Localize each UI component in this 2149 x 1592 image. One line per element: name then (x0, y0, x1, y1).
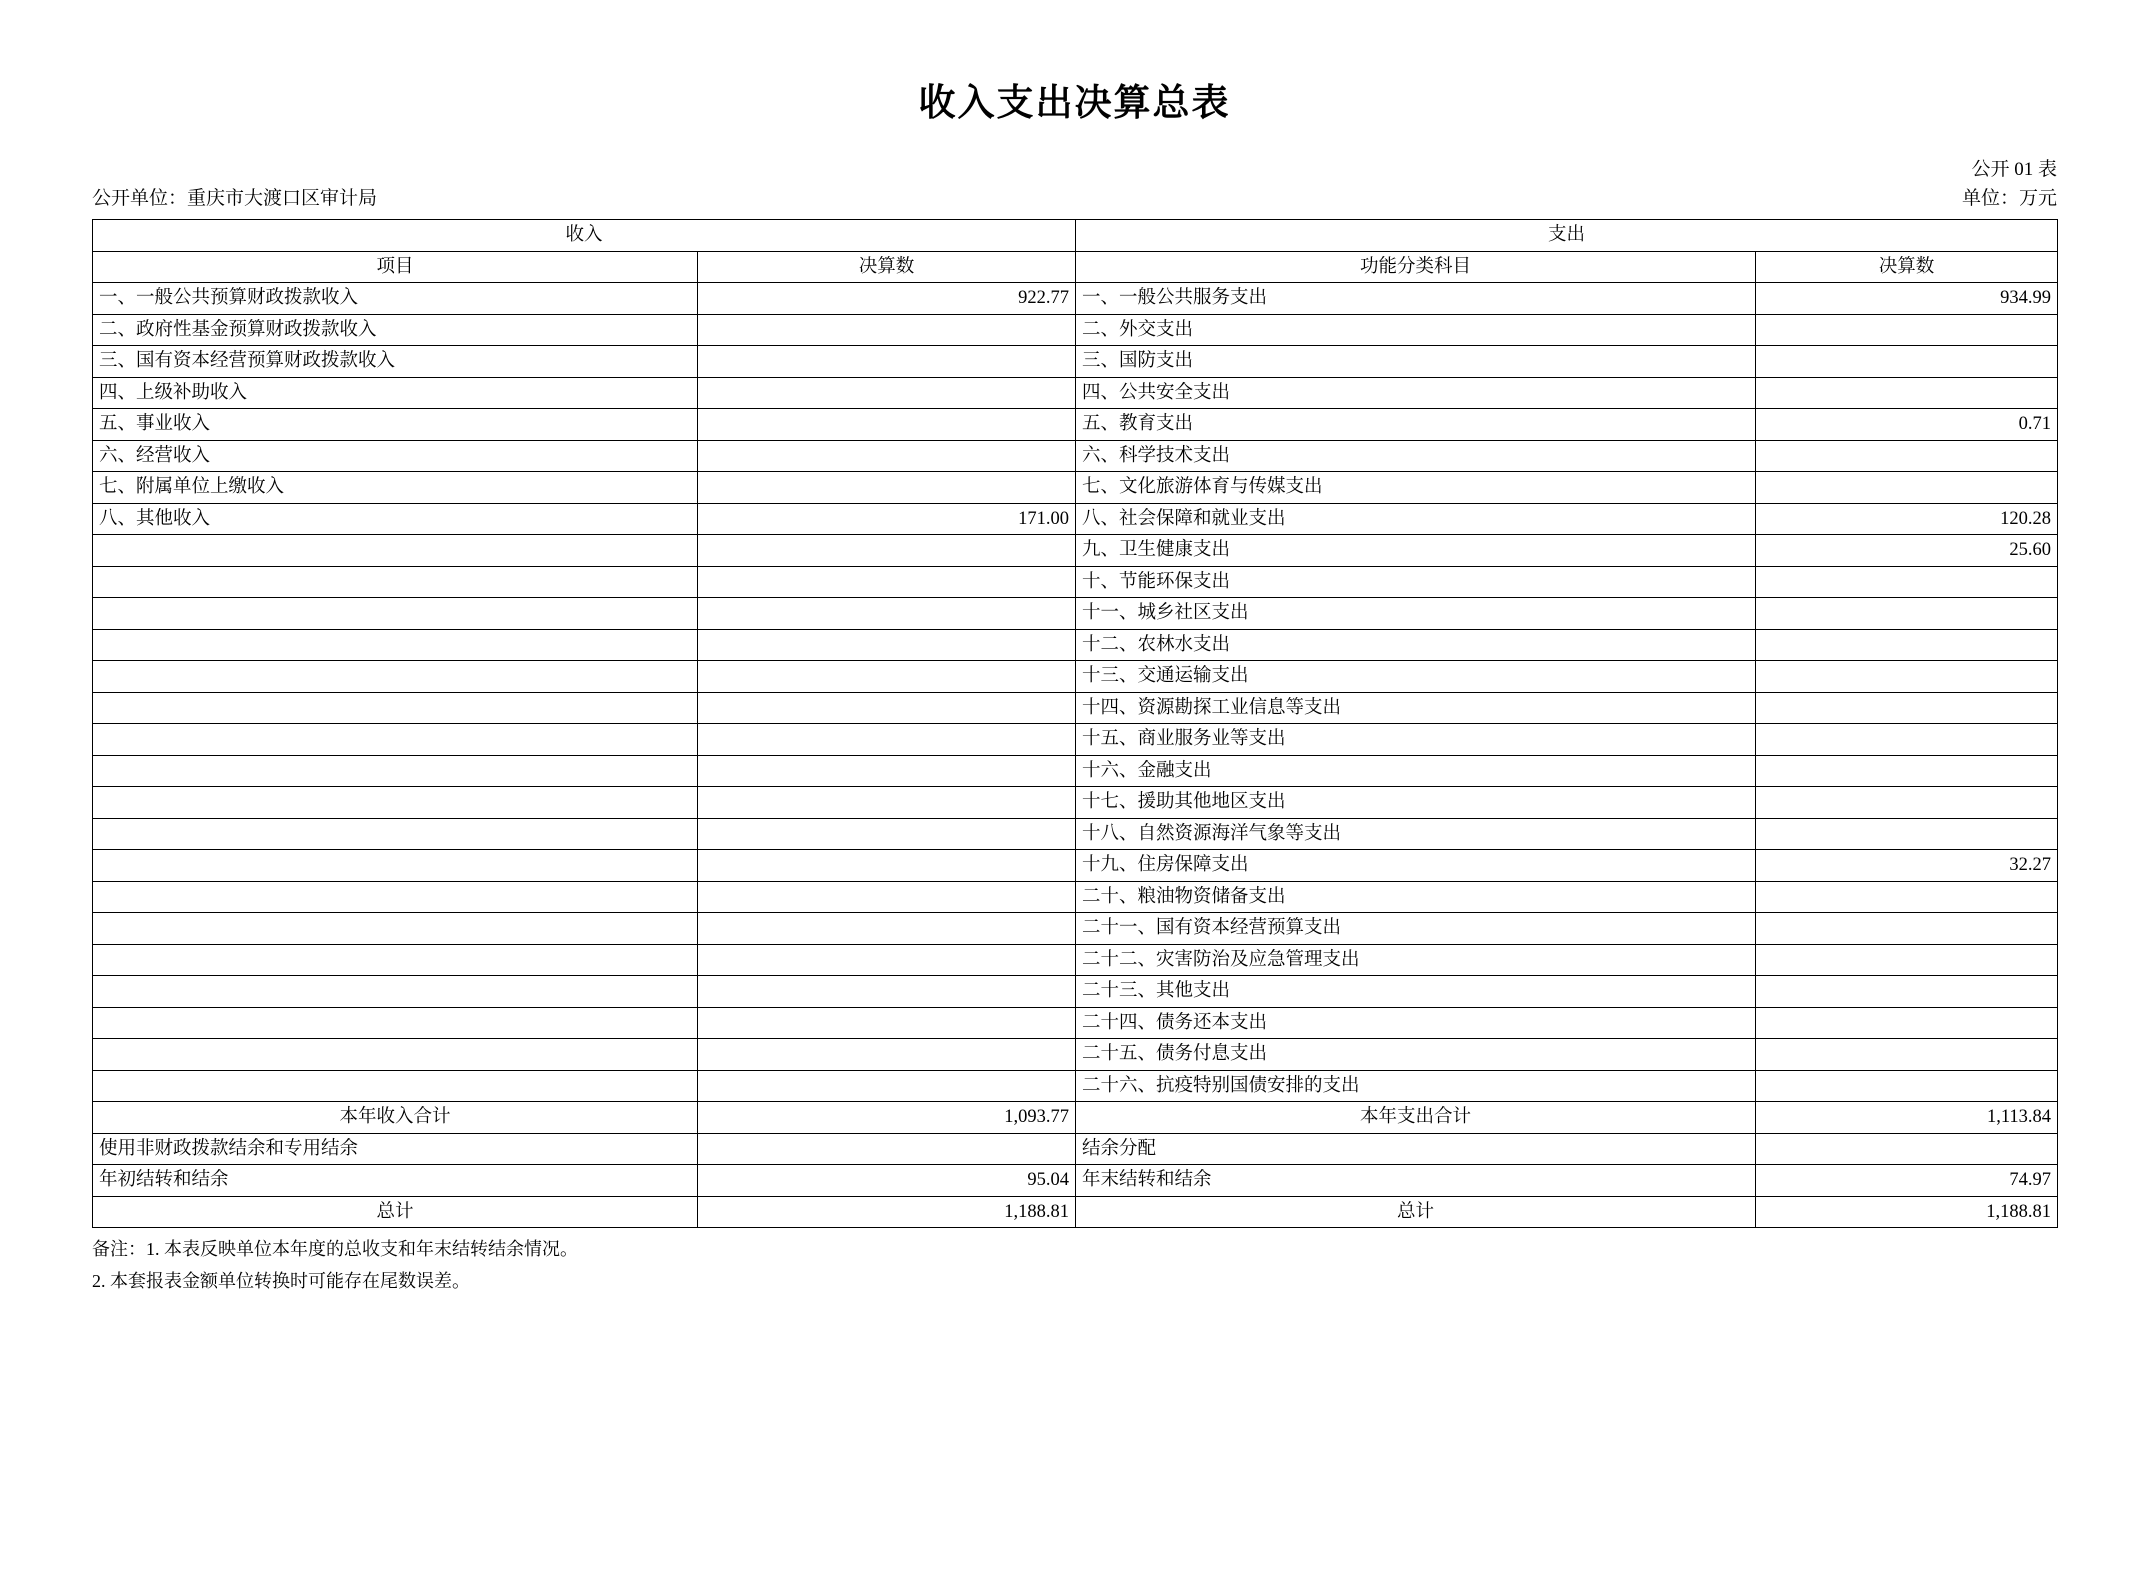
table-row (93, 913, 2058, 945)
cell-income-amount (698, 440, 1076, 472)
cell-income-amount (698, 629, 1076, 661)
cell-expense-item: 二、外交支出 (1076, 314, 1756, 346)
cell-expense-item: 一、一般公共服务支出 (1076, 283, 1756, 315)
column-header-income-amount: 决算数 (698, 251, 1076, 283)
cell-income-amount (698, 724, 1076, 756)
cell-expense-amount (1756, 598, 2058, 630)
cell-income-item (93, 566, 698, 598)
meta-right (1962, 156, 2057, 213)
cell-expense-amount (1756, 440, 2058, 472)
note-line-1: 备注：1. 本表反映单位本年度的总收支和年末结转结余情况。 (92, 1239, 578, 1259)
document-page (0, 72, 2149, 1592)
cell-income-amount (698, 377, 1076, 409)
cell-expense-amount (1756, 724, 2058, 756)
cell-income-amount: 922.77 (698, 283, 1076, 315)
cell-income-item (93, 629, 698, 661)
cell-income-item (93, 881, 698, 913)
begin-carryover-value: 95.04 (698, 1165, 1076, 1197)
end-carryover-label: 年末结转和结余 (1076, 1165, 1756, 1197)
cell-expense-amount (1756, 913, 2058, 945)
cell-expense-amount (1756, 818, 2058, 850)
surplus-allocation-value (1756, 1133, 2058, 1165)
row-grand-total (93, 1196, 2058, 1228)
cell-expense-item: 十一、城乡社区支出 (1076, 598, 1756, 630)
cell-expense-amount: 32.27 (1756, 850, 2058, 882)
table-group-header-row (93, 220, 2058, 252)
form-number: 公开 01 表 (1971, 159, 2057, 180)
table-row (93, 692, 2058, 724)
cell-income-item: 三、国有资本经营预算财政拨款收入 (93, 346, 698, 378)
cell-expense-item: 七、文化旅游体育与传媒支出 (1076, 472, 1756, 504)
cell-income-item (93, 1007, 698, 1039)
cell-income-item (93, 692, 698, 724)
table-row (93, 976, 2058, 1008)
cell-income-amount (698, 535, 1076, 567)
table-row (93, 1007, 2058, 1039)
row-year-total (93, 1102, 2058, 1134)
cell-expense-item: 二十三、其他支出 (1076, 976, 1756, 1008)
cell-expense-amount: 0.71 (1756, 409, 2058, 441)
document-meta (0, 156, 2149, 213)
cell-expense-item: 九、卫生健康支出 (1076, 535, 1756, 567)
cell-income-item (93, 976, 698, 1008)
cell-expense-item: 十九、住房保障支出 (1076, 850, 1756, 882)
cell-expense-amount (1756, 1007, 2058, 1039)
table-row (93, 1039, 2058, 1071)
cell-expense-item: 八、社会保障和就业支出 (1076, 503, 1756, 535)
end-carryover-value: 74.97 (1756, 1165, 2058, 1197)
column-header-expense-item: 功能分类科目 (1076, 251, 1756, 283)
cell-income-amount (698, 913, 1076, 945)
publisher-label: 公开单位：重庆市大渡口区审计局 (92, 187, 378, 209)
cell-expense-amount: 120.28 (1756, 503, 2058, 535)
nonfiscal-value (698, 1133, 1076, 1165)
cell-income-item: 二、政府性基金预算财政拨款收入 (93, 314, 698, 346)
cell-income-amount: 171.00 (698, 503, 1076, 535)
table-row (93, 598, 2058, 630)
cell-income-amount (698, 566, 1076, 598)
cell-expense-amount (1756, 692, 2058, 724)
budget-table (92, 219, 2058, 1228)
cell-income-item (93, 661, 698, 693)
expense-total-value: 1,113.84 (1756, 1102, 2058, 1134)
meta-left (92, 185, 377, 214)
table-column-header-row (93, 251, 2058, 283)
table-row (93, 881, 2058, 913)
cell-expense-item: 十六、金融支出 (1076, 755, 1756, 787)
cell-income-item (93, 850, 698, 882)
cell-income-amount (698, 881, 1076, 913)
cell-income-amount (698, 976, 1076, 1008)
cell-expense-item: 二十四、债务还本支出 (1076, 1007, 1756, 1039)
table-row (93, 535, 2058, 567)
table-row (93, 944, 2058, 976)
table-row (93, 283, 2058, 315)
cell-income-amount (698, 314, 1076, 346)
cell-income-amount (698, 818, 1076, 850)
expense-total-label: 本年支出合计 (1076, 1102, 1756, 1134)
cell-income-amount (698, 692, 1076, 724)
cell-income-item (93, 818, 698, 850)
cell-expense-item: 二十、粮油物资储备支出 (1076, 881, 1756, 913)
cell-expense-item: 十七、援助其他地区支出 (1076, 787, 1756, 819)
cell-income-amount (698, 1070, 1076, 1102)
table-row (93, 346, 2058, 378)
table-row (93, 755, 2058, 787)
cell-expense-item: 十八、自然资源海洋气象等支出 (1076, 818, 1756, 850)
cell-expense-item: 十三、交通运输支出 (1076, 661, 1756, 693)
cell-income-item: 八、其他收入 (93, 503, 698, 535)
cell-expense-item: 十四、资源勘探工业信息等支出 (1076, 692, 1756, 724)
cell-income-amount (698, 598, 1076, 630)
row-nonfiscal-surplus (93, 1133, 2058, 1165)
cell-income-item (93, 755, 698, 787)
cell-expense-amount (1756, 944, 2058, 976)
cell-expense-amount: 934.99 (1756, 283, 2058, 315)
grand-total-value-left: 1,188.81 (698, 1196, 1076, 1228)
cell-expense-item: 二十一、国有资本经营预算支出 (1076, 913, 1756, 945)
cell-expense-item: 十五、商业服务业等支出 (1076, 724, 1756, 756)
cell-expense-amount (1756, 346, 2058, 378)
cell-expense-amount (1756, 314, 2058, 346)
cell-expense-amount (1756, 661, 2058, 693)
cell-expense-item: 十二、农林水支出 (1076, 629, 1756, 661)
cell-income-item (93, 598, 698, 630)
grand-total-label-left: 总计 (93, 1196, 698, 1228)
row-carryover (93, 1165, 2058, 1197)
cell-expense-amount (1756, 629, 2058, 661)
cell-expense-item: 十、节能环保支出 (1076, 566, 1756, 598)
cell-income-amount (698, 661, 1076, 693)
cell-expense-amount (1756, 976, 2058, 1008)
cell-expense-item: 二十六、抗疫特别国债安排的支出 (1076, 1070, 1756, 1102)
cell-income-item (93, 944, 698, 976)
cell-income-amount (698, 472, 1076, 504)
cell-expense-amount: 25.60 (1756, 535, 2058, 567)
table-row (93, 850, 2058, 882)
cell-expense-item: 二十二、灾害防治及应急管理支出 (1076, 944, 1756, 976)
table-row (93, 1070, 2058, 1102)
cell-expense-amount (1756, 472, 2058, 504)
cell-expense-item: 五、教育支出 (1076, 409, 1756, 441)
cell-expense-item: 六、科学技术支出 (1076, 440, 1756, 472)
cell-income-item (93, 724, 698, 756)
cell-expense-amount (1756, 787, 2058, 819)
cell-expense-item: 三、国防支出 (1076, 346, 1756, 378)
table-row (93, 377, 2058, 409)
income-total-label: 本年收入合计 (93, 1102, 698, 1134)
note-line-2: 2. 本套报表金额单位转换时可能存在尾数误差。 (92, 1270, 470, 1291)
table-row (93, 503, 2058, 535)
table-row (93, 472, 2058, 504)
cell-income-amount (698, 944, 1076, 976)
cell-income-item: 七、附属单位上缴收入 (93, 472, 698, 504)
cell-income-item (93, 1039, 698, 1071)
cell-expense-amount (1756, 1039, 2058, 1071)
cell-expense-amount (1756, 377, 2058, 409)
table-row (93, 661, 2058, 693)
cell-expense-amount (1756, 881, 2058, 913)
group-header-expenditure: 支出 (1076, 220, 2058, 252)
surplus-allocation-label: 结余分配 (1076, 1133, 1756, 1165)
grand-total-label-right: 总计 (1076, 1196, 1756, 1228)
cell-income-item (93, 787, 698, 819)
table-row (93, 409, 2058, 441)
cell-income-item (93, 913, 698, 945)
cell-income-item (93, 1070, 698, 1102)
cell-income-amount (698, 346, 1076, 378)
cell-income-item: 四、上级补助收入 (93, 377, 698, 409)
table-row (93, 724, 2058, 756)
cell-expense-item: 二十五、债务付息支出 (1076, 1039, 1756, 1071)
table-row (93, 566, 2058, 598)
cell-income-item: 五、事业收入 (93, 409, 698, 441)
group-header-income: 收入 (93, 220, 1076, 252)
cell-income-item (93, 535, 698, 567)
table-row (93, 314, 2058, 346)
grand-total-value-right: 1,188.81 (1756, 1196, 2058, 1228)
nonfiscal-label: 使用非财政拨款结余和专用结余 (93, 1133, 698, 1165)
income-total-value: 1,093.77 (698, 1102, 1076, 1134)
table-row (93, 440, 2058, 472)
cell-income-amount (698, 1007, 1076, 1039)
begin-carryover-label: 年初结转和结余 (93, 1165, 698, 1197)
unit-label: 单位：万元 (1961, 187, 2057, 209)
cell-income-amount (698, 409, 1076, 441)
cell-income-item: 六、经营收入 (93, 440, 698, 472)
column-header-income-item: 项目 (93, 251, 698, 283)
table-notes (92, 1234, 2057, 1297)
cell-income-amount (698, 755, 1076, 787)
cell-income-item: 一、一般公共预算财政拨款收入 (93, 283, 698, 315)
page-title: 收入支出决算总表 (918, 83, 1231, 124)
column-header-expense-amount: 决算数 (1756, 251, 2058, 283)
table-row (93, 818, 2058, 850)
cell-income-amount (698, 1039, 1076, 1071)
table-row (93, 629, 2058, 661)
cell-income-amount (698, 787, 1076, 819)
cell-income-amount (698, 850, 1076, 882)
cell-expense-amount (1756, 1070, 2058, 1102)
cell-expense-item: 四、公共安全支出 (1076, 377, 1756, 409)
cell-expense-amount (1756, 566, 2058, 598)
table-row (93, 787, 2058, 819)
cell-expense-amount (1756, 755, 2058, 787)
